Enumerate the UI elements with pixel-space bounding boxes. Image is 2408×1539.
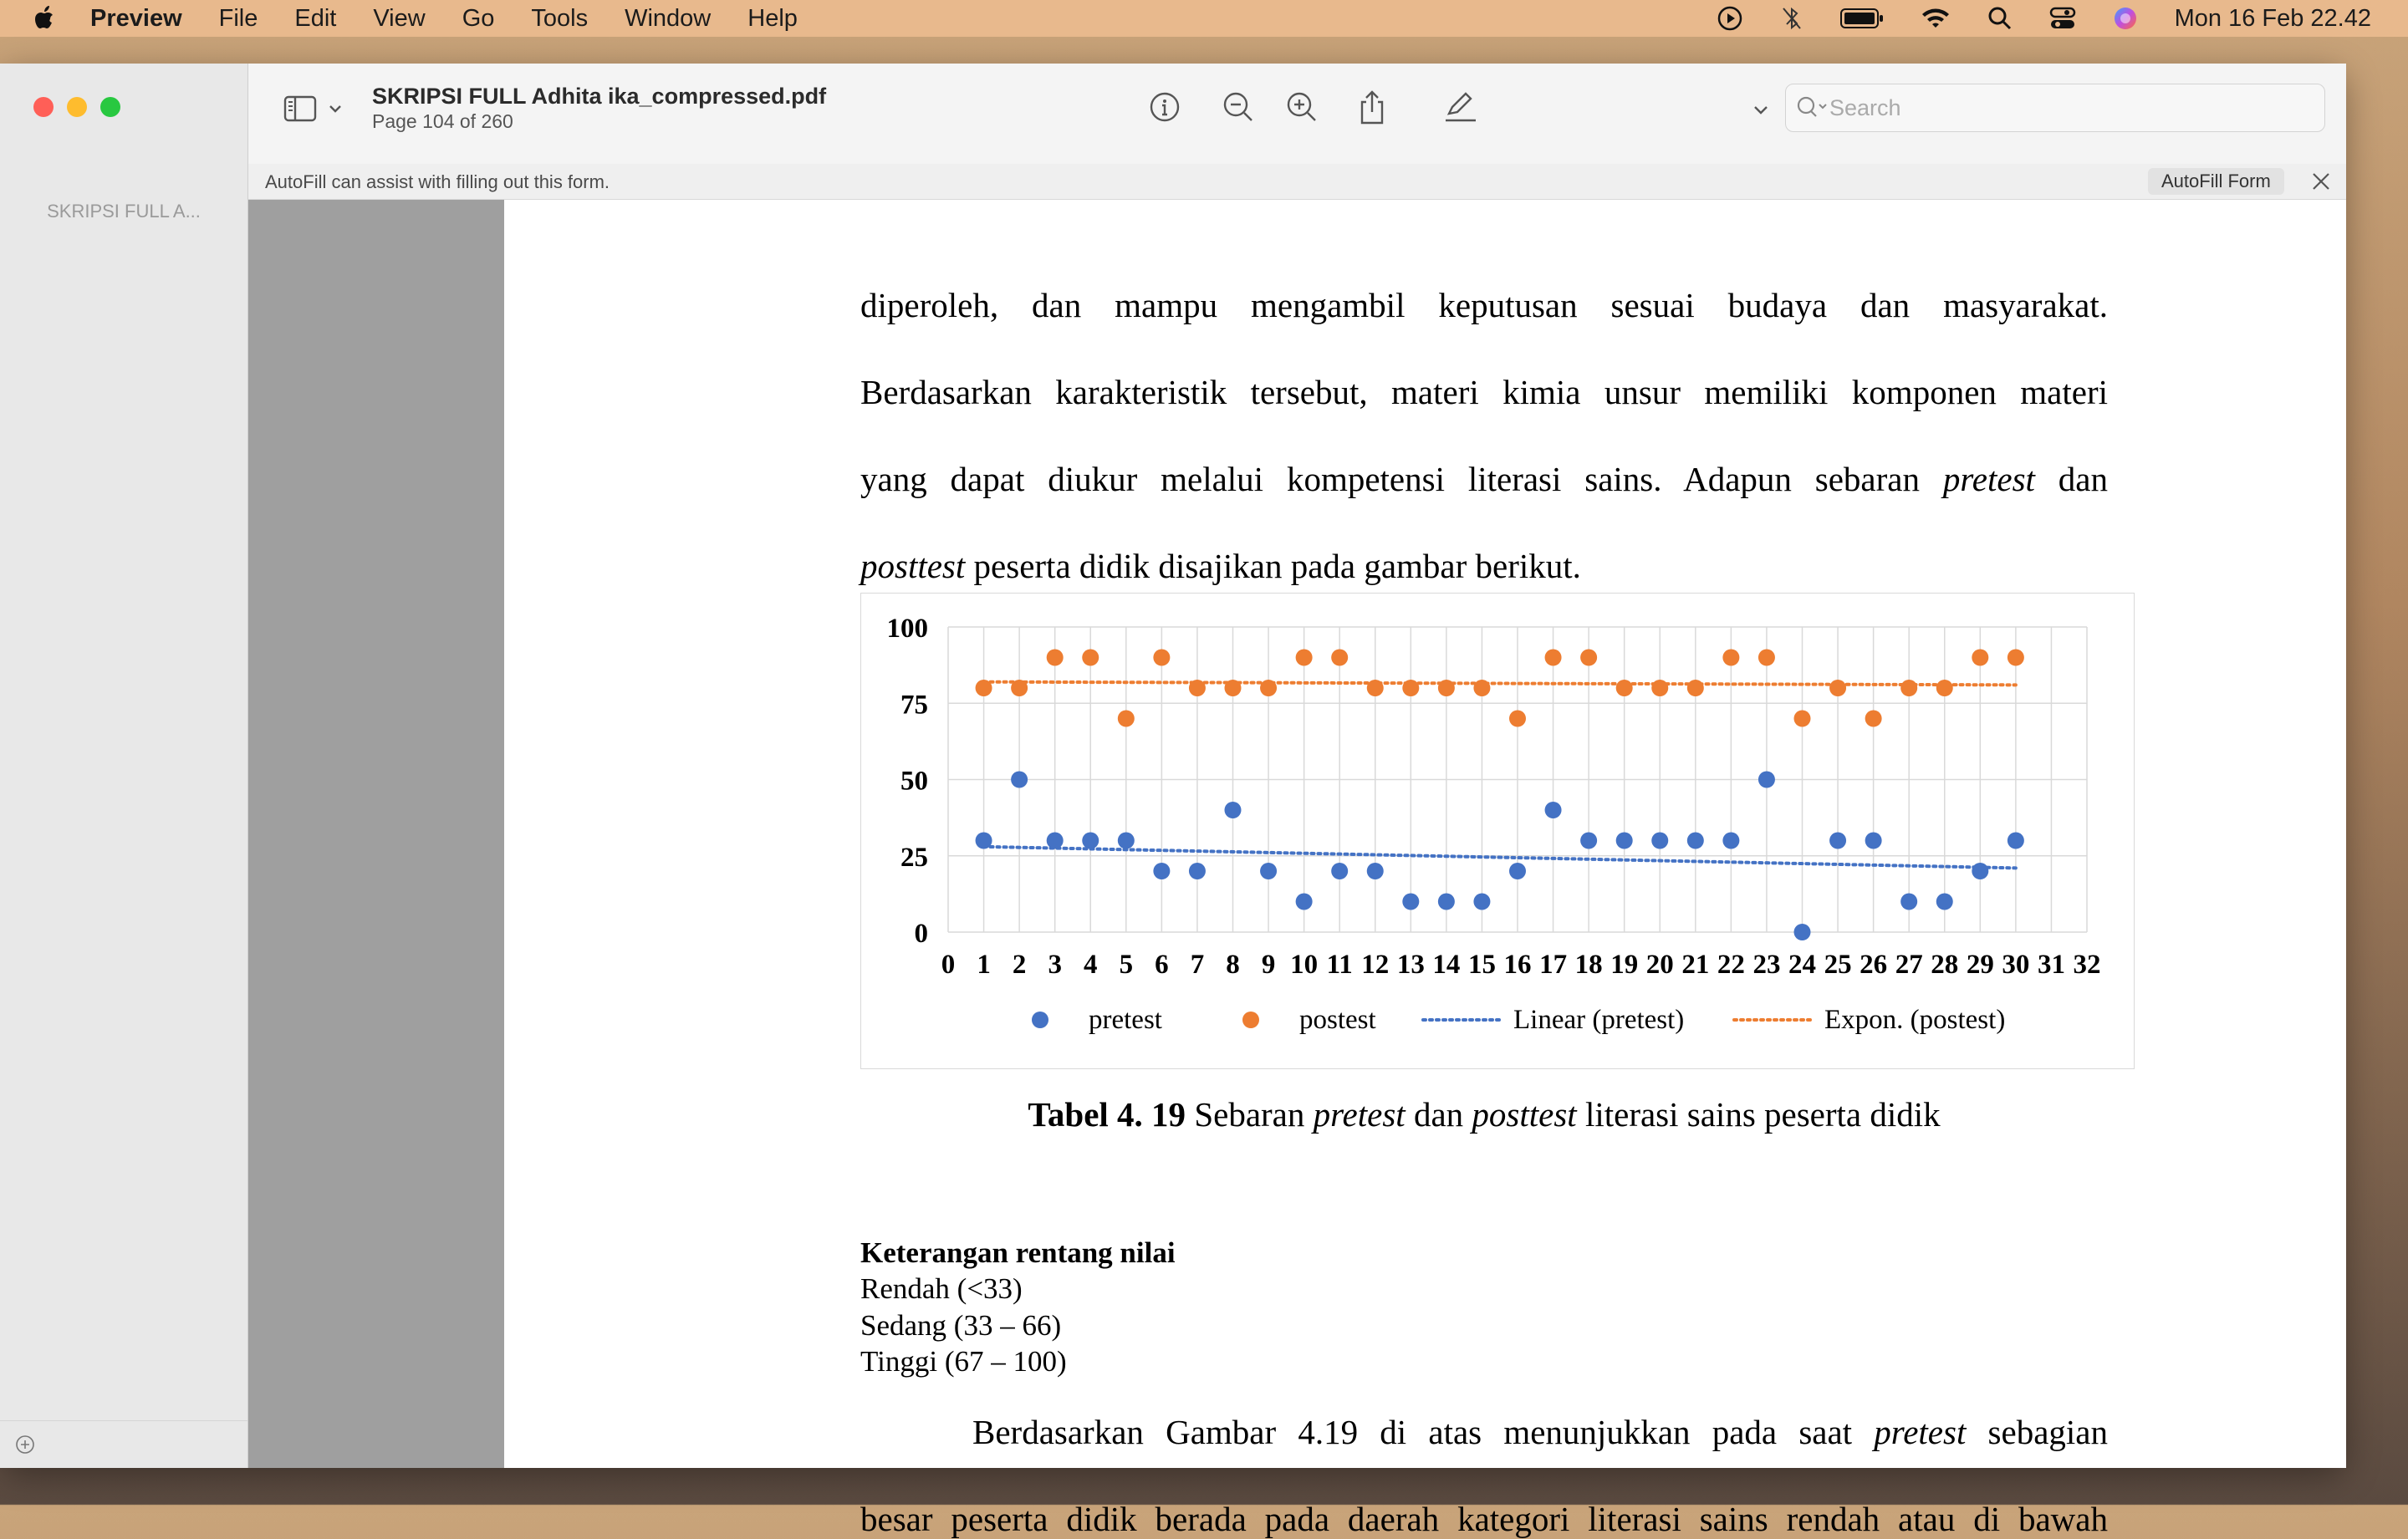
- x-tick-label: 12: [1361, 950, 1390, 980]
- keterangan-item: Sedang (33 – 66): [860, 1309, 1062, 1342]
- x-tick-label: 18: [1574, 950, 1603, 980]
- x-tick-label: 24: [1788, 950, 1816, 980]
- menu-edit[interactable]: Edit: [294, 4, 337, 32]
- search-input[interactable]: [1828, 89, 2316, 126]
- keterangan-item: Tinggi (67 – 100): [860, 1345, 1067, 1378]
- document-canvas[interactable]: [248, 200, 2346, 1538]
- search-icon[interactable]: [1987, 6, 2013, 31]
- data-point-pretest: [1189, 863, 1206, 879]
- data-point-postest: [1011, 680, 1028, 696]
- clock[interactable]: Mon 16 Feb 22.42: [2174, 4, 2371, 32]
- legend-marker: [1242, 1012, 1259, 1028]
- data-point-postest: [1687, 680, 1704, 696]
- autofill-form-button[interactable]: AutoFill Form: [2148, 168, 2284, 195]
- x-tick-label: 17: [1539, 950, 1568, 980]
- data-point-postest: [1794, 711, 1811, 727]
- bluetooth-off-icon[interactable]: [1780, 5, 1803, 32]
- data-point-postest: [1972, 650, 1988, 666]
- text-line: Berdasarkan karakteristik tersebut, materi kimia unsur memiliki komponen materi: [860, 373, 2108, 411]
- chart-svg: [861, 594, 2134, 1068]
- data-point-postest: [1047, 650, 1064, 666]
- y-tick-label: 50: [900, 766, 928, 797]
- close-icon[interactable]: [2310, 171, 2332, 192]
- data-point-pretest: [976, 833, 992, 849]
- minimize-window-button[interactable]: [67, 97, 87, 117]
- data-point-pretest: [1616, 833, 1633, 849]
- data-point-pretest: [1794, 924, 1811, 940]
- x-tick-label: 10: [1290, 950, 1319, 980]
- y-tick-label: 75: [900, 690, 928, 721]
- x-tick-label: 20: [1645, 950, 1674, 980]
- legend-label: Linear (pretest): [1513, 1005, 1685, 1035]
- x-tick-label: 30: [2002, 950, 2030, 980]
- text-line: besar peserta didik berada pada daerah kategori literasi sains rendah atau di bawah: [860, 1500, 2108, 1538]
- data-point-pretest: [1829, 833, 1846, 849]
- add-icon[interactable]: [15, 1435, 35, 1455]
- menu-view[interactable]: View: [373, 4, 426, 32]
- menu-help[interactable]: Help: [747, 4, 798, 32]
- autofill-banner: [248, 164, 2346, 200]
- x-tick-label: 7: [1190, 950, 1205, 980]
- data-point-postest: [1153, 650, 1170, 666]
- data-point-pretest: [1367, 863, 1384, 879]
- data-point-postest: [1331, 650, 1348, 666]
- data-point-pretest: [1900, 894, 1917, 910]
- data-point-postest: [1580, 650, 1597, 666]
- menu-tools[interactable]: Tools: [531, 4, 589, 32]
- scatter-chart: [860, 593, 2135, 1069]
- data-point-pretest: [1758, 772, 1775, 788]
- data-point-pretest: [1331, 863, 1348, 879]
- data-point-pretest: [1402, 894, 1419, 910]
- x-tick-label: 0: [941, 950, 956, 980]
- data-point-postest: [1438, 680, 1455, 696]
- data-point-pretest: [1082, 833, 1099, 849]
- sidebar-thumbnail-label[interactable]: SKRIPSI FULL A...: [47, 201, 201, 222]
- x-tick-label: 11: [1326, 950, 1353, 980]
- data-point-pretest: [1865, 833, 1882, 849]
- chevron-down-icon[interactable]: [1753, 105, 1768, 115]
- document-title[interactable]: SKRIPSI FULL Adhita ika_compressed.pdf: [372, 84, 827, 109]
- data-point-pretest: [1473, 894, 1490, 910]
- x-tick-label: 8: [1226, 950, 1240, 980]
- info-icon[interactable]: [1148, 90, 1181, 124]
- x-tick-label: 13: [1396, 950, 1425, 980]
- zoom-out-icon[interactable]: [1222, 90, 1255, 124]
- sidebar: [0, 64, 248, 1468]
- data-point-postest: [1473, 680, 1490, 696]
- x-tick-label: 28: [1931, 950, 1959, 980]
- data-point-pretest: [1545, 802, 1562, 818]
- data-point-postest: [1722, 650, 1739, 666]
- play-icon[interactable]: [1717, 5, 1743, 32]
- autofill-message: AutoFill can assist with filling out this form.: [265, 171, 610, 192]
- y-tick-label: 100: [886, 614, 928, 644]
- zoom-in-icon[interactable]: [1285, 90, 1319, 124]
- search-icon: [1796, 94, 1829, 121]
- x-tick-label: 22: [1717, 950, 1745, 980]
- text-line: diperoleh, dan mampu mengambil keputusan sesuai budaya dan masyarakat.: [860, 286, 2108, 324]
- text-line-with-italic: posttest peserta didik disajikan pada gambar berikut.: [860, 547, 1581, 585]
- x-tick-label: 6: [1155, 950, 1169, 980]
- close-window-button[interactable]: [33, 97, 54, 117]
- x-tick-label: 29: [1966, 950, 1994, 980]
- text-line-with-italic: yang dapat diukur melalui kompetensi literasi sains. Adapun sebaran pretest dan: [860, 460, 2108, 498]
- pdf-page[interactable]: [504, 200, 2346, 1538]
- data-point-pretest: [2008, 833, 2024, 849]
- x-tick-label: 15: [1467, 950, 1496, 980]
- data-point-postest: [1260, 680, 1277, 696]
- x-tick-label: 23: [1752, 950, 1781, 980]
- figure-caption: Tabel 4. 19 Sebaran pretest dan posttest literasi sains peserta didik: [1028, 1095, 1941, 1134]
- zoom-window-button[interactable]: [100, 97, 120, 117]
- data-point-pretest: [1296, 894, 1313, 910]
- data-point-pretest: [1011, 772, 1028, 788]
- x-tick-label: 19: [1610, 950, 1639, 980]
- y-tick-label: 0: [914, 919, 928, 949]
- x-tick-label: 2: [1012, 950, 1027, 980]
- data-point-postest: [1900, 680, 1917, 696]
- text-line-with-italic: Berdasarkan Gambar 4.19 di atas menunjukkan pada saat pretest sebagian: [972, 1413, 2108, 1451]
- x-tick-label: 14: [1432, 950, 1461, 980]
- toolbar: [248, 64, 2346, 164]
- legend-marker: [1032, 1012, 1048, 1028]
- x-tick-label: 4: [1084, 950, 1098, 980]
- data-point-pretest: [1509, 863, 1526, 879]
- window-controls: [33, 97, 120, 117]
- data-point-postest: [2008, 650, 2024, 666]
- data-point-postest: [1616, 680, 1633, 696]
- x-tick-label: 32: [2073, 950, 2101, 980]
- data-point-pretest: [1153, 863, 1170, 879]
- data-point-postest: [1402, 680, 1419, 696]
- trendline: [984, 682, 2016, 685]
- wifi-icon[interactable]: [1921, 7, 1951, 30]
- legend-label: postest: [1299, 1005, 1376, 1035]
- data-point-postest: [1189, 680, 1206, 696]
- menu-bar: [0, 0, 2408, 37]
- data-point-postest: [1296, 650, 1313, 666]
- data-point-postest: [1118, 711, 1135, 727]
- x-tick-label: 3: [1048, 950, 1062, 980]
- control-center-icon[interactable]: [2049, 6, 2076, 31]
- app-menu[interactable]: Preview: [90, 4, 182, 32]
- legend-label: Expon. (postest): [1824, 1005, 2006, 1035]
- data-point-postest: [1545, 650, 1562, 666]
- data-point-postest: [1225, 680, 1242, 696]
- trendline: [984, 847, 2016, 869]
- menu-window[interactable]: Window: [625, 4, 712, 32]
- data-point-pretest: [1972, 863, 1988, 879]
- data-point-pretest: [1936, 894, 1953, 910]
- data-point-pretest: [1118, 833, 1135, 849]
- data-point-pretest: [1438, 894, 1455, 910]
- x-tick-label: 25: [1824, 950, 1852, 980]
- data-point-postest: [1651, 680, 1668, 696]
- data-point-postest: [1829, 680, 1846, 696]
- x-tick-label: 31: [2037, 950, 2065, 980]
- data-point-pretest: [1687, 833, 1704, 849]
- share-icon[interactable]: [1355, 90, 1389, 125]
- page-info: Page 104 of 260: [372, 110, 513, 132]
- legend-label: pretest: [1089, 1005, 1162, 1035]
- y-tick-label: 25: [900, 842, 928, 873]
- data-point-pretest: [1580, 833, 1597, 849]
- data-point-pretest: [1722, 833, 1739, 849]
- menu-file[interactable]: File: [218, 4, 258, 32]
- data-point-postest: [1367, 680, 1384, 696]
- x-tick-label: 21: [1681, 950, 1710, 980]
- highlight-pen-icon[interactable]: [1442, 90, 1479, 124]
- menu-go[interactable]: Go: [462, 4, 495, 32]
- sidebar-toggle-icon[interactable]: [283, 92, 347, 125]
- data-point-postest: [1936, 680, 1953, 696]
- x-tick-label: 16: [1503, 950, 1532, 980]
- data-point-postest: [1865, 711, 1882, 727]
- siri-icon[interactable]: [2113, 6, 2138, 31]
- x-tick-label: 1: [977, 950, 991, 980]
- data-point-pretest: [1047, 833, 1064, 849]
- data-point-postest: [1082, 650, 1099, 666]
- x-tick-label: 5: [1119, 950, 1134, 980]
- keterangan-title: Keterangan rentang nilai: [860, 1236, 1176, 1269]
- data-point-postest: [1509, 711, 1526, 727]
- sidebar-divider: [0, 1420, 247, 1421]
- preview-window: [0, 64, 2346, 1538]
- data-point-pretest: [1260, 863, 1277, 879]
- data-point-pretest: [1225, 802, 1242, 818]
- search-field[interactable]: [1785, 84, 2325, 132]
- x-tick-label: 9: [1261, 950, 1276, 980]
- data-point-postest: [1758, 650, 1775, 666]
- x-tick-label: 26: [1860, 950, 1888, 980]
- x-tick-label: 27: [1895, 950, 1923, 980]
- apple-menu-icon[interactable]: [33, 5, 57, 32]
- battery-icon[interactable]: [1840, 8, 1884, 29]
- data-point-postest: [976, 680, 992, 696]
- keterangan-item: Rendah (<33): [860, 1272, 1023, 1305]
- data-point-pretest: [1651, 833, 1668, 849]
